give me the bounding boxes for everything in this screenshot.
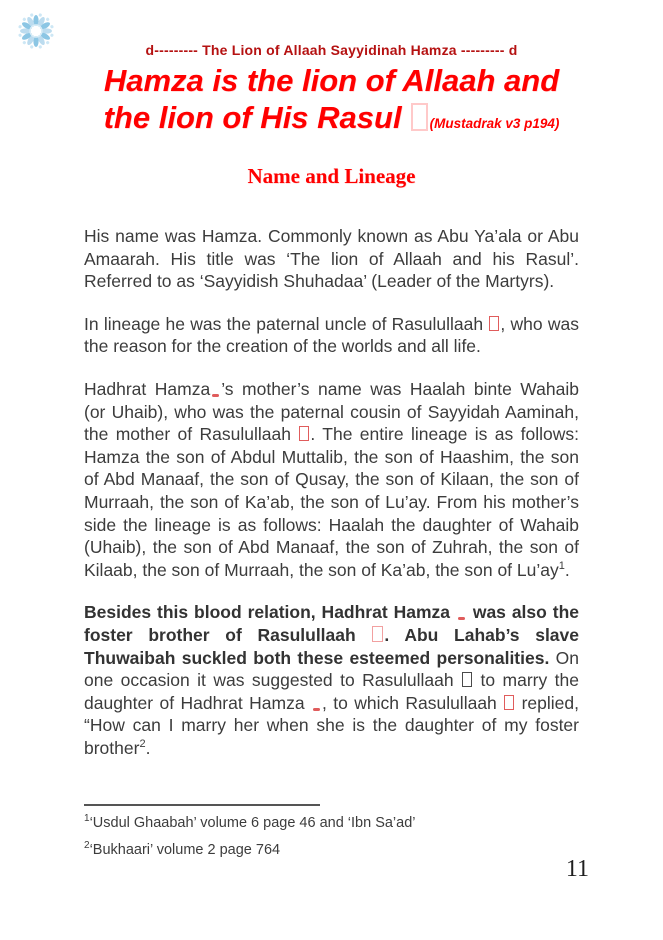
- radiallahu-anhu-mark-icon: [313, 708, 320, 711]
- text-segment: to marry the daughter of Hadhrat Hamza: [84, 670, 579, 713]
- radiallahu-anhu-mark-icon: [458, 617, 465, 620]
- footnote-ref-1: 1: [558, 559, 565, 572]
- text-segment: .: [145, 737, 151, 758]
- footnote-1-marker: 1: [84, 813, 90, 825]
- bold-text-segment: was also the foster brother of Rasulullaah: [84, 602, 579, 645]
- footnote-1-text: ‘Usdul Ghaabah’ volume 6 page 46 and ‘Ibn Sa’ad’: [89, 815, 416, 831]
- paragraph-lineage-detail: [84, 378, 579, 581]
- page-number: 11: [565, 856, 589, 882]
- salawat-placeholder-icon: [504, 695, 514, 710]
- footnote-separator: [84, 804, 320, 806]
- radiallahu-anhu-mark-icon: [212, 394, 219, 397]
- title-citation: (Mustadrak v3 p194): [429, 116, 560, 131]
- text-segment: ’s mother’s name was Haalah binte Wahaib (or Uhaib), who was the paternal cousin of Sayyidah Aaminah, the mother of Rasulullaah: [84, 378, 579, 445]
- chapter-header: d--------- The Lion of Allaah Sayyidinah Hamza --------- d: [145, 42, 518, 58]
- text-segment: , who was the reason for the creation of the worlds and all life.: [84, 313, 580, 357]
- section-heading: Name and Lineage: [247, 164, 416, 188]
- footnote-2: [84, 837, 579, 864]
- footnote-2-text: ‘Bukhaari’ volume 2 page 764: [89, 842, 281, 858]
- salawat-placeholder-icon: [299, 426, 309, 441]
- text-segment: . The entire lineage is as follows: Hamza the son of Abdul Muttalib, the son of Haashim, the son of Abd Manaaf, the son of Qusay, the son of Kilaan, the son of Murraah, the son of Ka’ab, the son of Lu’ay. From his mother’s side the lineage is as follows: Haalah the daughter of Wahaib (Uhaib), the son of Abd Manaaf, the son of Zuhrah, the son of Kilaab, the son of Murraah, the son of Ka’ab, the son of Lu’ay: [84, 424, 579, 580]
- title-line-1: Hamza is the lion of Allaah and: [103, 63, 560, 98]
- footnote-1: [84, 810, 579, 837]
- text-segment: .: [564, 559, 570, 580]
- paragraph-name-text: His name was Hamza. Commonly known as Abu Ya’ala or Abu Amaarah. His title was ‘The lion of Allaah and his Rasul’. Referred to as ‘Sayyidish Shuhadaa’ (Leader of the Martyrs).: [84, 226, 579, 292]
- text-segment: , to which Rasulullaah: [321, 692, 504, 713]
- salawat-placeholder-icon: [372, 626, 383, 642]
- page-title: [0, 62, 663, 142]
- missing-glyph-box-icon: [411, 103, 428, 131]
- bold-text-segment: . Abu Lahab’s slave Thuwaibah suckled both these esteemed personalities.: [84, 624, 579, 668]
- text-segment: replied, “How can I marry her when she is the daughter of my foster brother: [84, 692, 579, 758]
- footnote-ref-2: 2: [139, 738, 146, 751]
- title-line-2: the lion of His Rasul: [103, 100, 402, 135]
- text-segment: In lineage he was the paternal uncle of Rasulullaah: [84, 313, 489, 334]
- paragraph-foster-brother: [84, 601, 579, 759]
- body-text: [84, 225, 579, 759]
- paragraph-name: [84, 225, 579, 293]
- text-segment: Hadhrat Hamza: [84, 378, 211, 399]
- text-segment: On one occasion it was suggested to Rasulullaah: [84, 647, 579, 691]
- paragraph-lineage-intro: [84, 313, 579, 358]
- salawat-placeholder-icon: [462, 672, 472, 687]
- footnotes: [84, 804, 579, 864]
- snowflake-ornament-icon: [16, 11, 56, 51]
- footnote-2-marker: 2: [84, 840, 90, 852]
- bold-text-segment: Besides this blood relation, Hadhrat Hamza: [84, 602, 456, 623]
- salawat-placeholder-icon: [489, 316, 499, 331]
